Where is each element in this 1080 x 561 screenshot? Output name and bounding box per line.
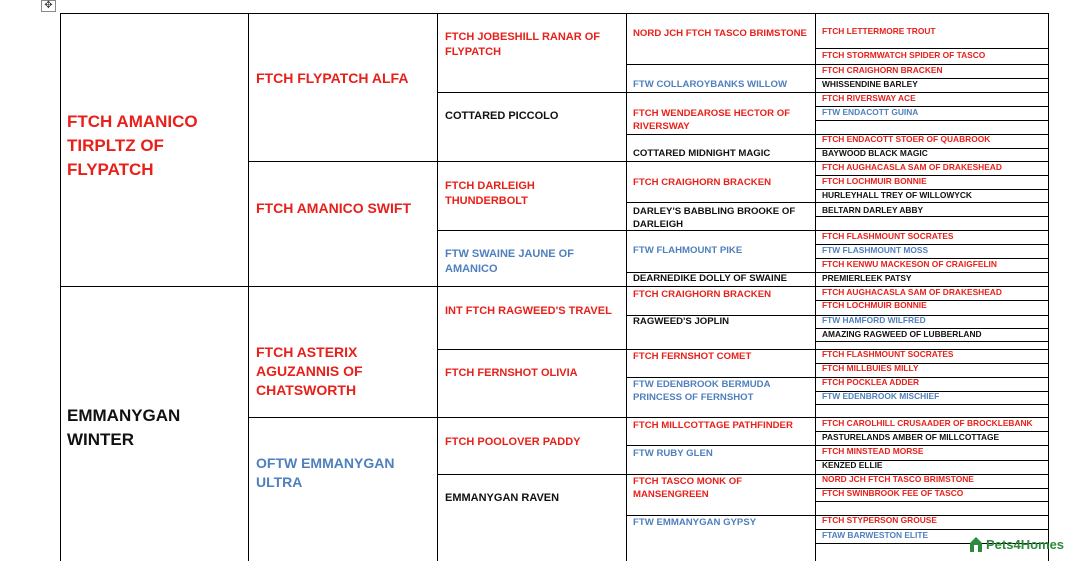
- dog-name: FTCH POCKLEA ADDER: [822, 377, 920, 387]
- dog-name: FTCH ASTERIX AGUZANNIS OF CHATSWORTH: [256, 344, 363, 398]
- dog-name: FTCH STORMWATCH SPIDER OF TASCO: [822, 50, 986, 60]
- dog-name: FTW EDENBROOK MISCHIEF: [822, 391, 940, 401]
- dog-name: FTCH CRAIGHORN BRACKEN: [633, 177, 772, 188]
- dog-name: FTW HAMFORD WILFRED: [822, 315, 926, 325]
- column-divider-3: [626, 13, 627, 561]
- dog-name: WHISSENDINE BARLEY: [822, 79, 918, 89]
- dog-name: FTW EMMANYGAN GYPSY: [633, 517, 757, 528]
- dog-name: FTCH LOCHMUIR BONNIE: [822, 176, 927, 186]
- table-top-border: [60, 13, 1049, 14]
- dog-name: EMMANYGAN WINTER: [67, 406, 181, 449]
- dog-name: FTCH AUGHACASLA SAM OF DRAKESHEAD: [822, 287, 1002, 297]
- dog-name: FTW COLLAROYBANKS WILLOW: [633, 79, 788, 90]
- dog-name: RAGWEED'S JOPLIN: [633, 316, 730, 327]
- dog-name: DARLEY'S BABBLING BROOKE OF DARLEIGH: [633, 206, 796, 230]
- dog-name: OFTW EMMANYGAN ULTRA: [256, 455, 395, 490]
- dog-name: FTCH AMANICO TIRPLTZ OF FLYPATCH: [67, 112, 198, 179]
- dog-name: HURLEYHALL TREY OF WILLOWYCK: [822, 190, 972, 200]
- dog-name: FTCH WENDEAROSE HECTOR OF RIVERSWAY: [633, 108, 791, 132]
- dog-name: FTCH LOCHMUIR BONNIE: [822, 300, 927, 310]
- row-divider-gen5: [815, 202, 1048, 203]
- dog-name: BELTARN DARLEY ABBY: [822, 205, 924, 215]
- dog-name: FTCH FERNSHOT COMET: [633, 351, 752, 362]
- dog-name: FTCH LETTERMORE TROUT: [822, 26, 936, 36]
- dog-name: FTW SWAINE JAUNE OF AMANICO: [445, 248, 574, 275]
- dog-name: PREMIERLEEK PATSY: [822, 273, 912, 283]
- dog-name: FTCH FLYPATCH ALFA: [256, 70, 409, 86]
- dog-name: FTCH CRAIGHORN BRACKEN: [633, 289, 772, 300]
- dog-name: PASTURELANDS AMBER OF MILLCOTTAGE: [822, 432, 1000, 442]
- dog-name: NORD JCH FTCH TASCO BRIMSTONE: [633, 28, 807, 39]
- dog-name: FTCH AUGHACASLA SAM OF DRAKESHEAD: [822, 162, 1002, 172]
- dog-name: FTW RUBY GLEN: [633, 448, 713, 459]
- column-divider-2: [437, 13, 438, 561]
- dog-name: FTCH FERNSHOT OLIVIA: [445, 367, 578, 379]
- dog-name: FTCH MINSTEAD MORSE: [822, 446, 924, 456]
- dog-name: FTCH STYPERSON GROUSE: [822, 515, 937, 525]
- dog-name: DEARNEDIKE DOLLY OF SWAINE: [633, 273, 788, 284]
- dog-name: FTCH FLASHMOUNT SOCRATES: [822, 349, 954, 359]
- dog-name: NORD JCH FTCH TASCO BRIMSTONE: [822, 474, 974, 484]
- row-divider-gen5: [815, 48, 1048, 49]
- house-paw-icon: [968, 535, 984, 553]
- dog-name: FTW FLAHMOUNT PIKE: [633, 245, 743, 256]
- dog-name: FTCH CAROLHILL CRUSAADER OF BROCKLEBANK: [822, 418, 1033, 428]
- dog-name: FTCH SWINBROOK FEE OF TASCO: [822, 488, 964, 498]
- brand-name: Pets4Homes: [986, 536, 1065, 552]
- column-divider-4: [815, 13, 816, 561]
- column-divider-0: [60, 13, 61, 561]
- column-divider-1: [248, 13, 249, 561]
- dog-name: FTCH CRAIGHORN BRACKEN: [822, 65, 943, 75]
- dog-name: COTTARED PICCOLO: [445, 110, 559, 122]
- dog-name: FTCH KENWU MACKESON OF CRAIGFELIN: [822, 259, 997, 269]
- row-divider-gen5: [815, 501, 1048, 502]
- dog-name: AMAZING RAGWEED OF LUBBERLAND: [822, 329, 982, 339]
- dog-name: FTCH FLASHMOUNT SOCRATES: [822, 231, 954, 241]
- row-divider-gen5: [815, 120, 1048, 121]
- dog-name: FTCH RIVERSWAY ACE: [822, 93, 916, 103]
- dog-name: FTW EDENBROOK BERMUDA PRINCESS OF FERNSHOT: [633, 379, 771, 403]
- row-divider-gen5: [815, 341, 1048, 342]
- dog-name: FTW FLASHMOUNT MOSS: [822, 245, 929, 255]
- dog-name: FTCH JOBESHILL RANAR OF FLYPATCH: [445, 31, 601, 58]
- dog-name: FTCH DARLEIGH THUNDERBOLT: [445, 180, 535, 207]
- dog-name: EMMANYGAN RAVEN: [445, 492, 560, 504]
- dog-name: FTW ENDACOTT GUINA: [822, 107, 919, 117]
- dog-name: FTCH AMANICO SWIFT: [256, 200, 412, 216]
- dog-name: KENZED ELLIE: [822, 460, 883, 470]
- dog-name: COTTARED MIDNIGHT MAGIC: [633, 148, 771, 159]
- dog-name: FTCH TASCO MONK OF MANSENGREEN: [633, 476, 743, 500]
- dog-name: FTCH MILLCOTTAGE PATHFINDER: [633, 420, 793, 431]
- table-move-handle-icon[interactable]: ✥: [41, 0, 56, 12]
- dog-name: BAYWOOD BLACK MAGIC: [822, 148, 928, 158]
- row-divider-gen5: [815, 216, 1048, 217]
- row-divider-gen5: [815, 404, 1048, 405]
- dog-name: FTCH ENDACOTT STOER OF QUABROOK: [822, 134, 991, 144]
- dog-name: FTCH POOLOVER PADDY: [445, 436, 581, 448]
- dog-name: FTAW BARWESTON ELITE: [822, 530, 929, 540]
- brand-logo: [968, 534, 1064, 554]
- dog-name: INT FTCH RAGWEED'S TRAVEL: [445, 305, 612, 317]
- dog-name: FTCH MILLBUIES MILLY: [822, 363, 919, 373]
